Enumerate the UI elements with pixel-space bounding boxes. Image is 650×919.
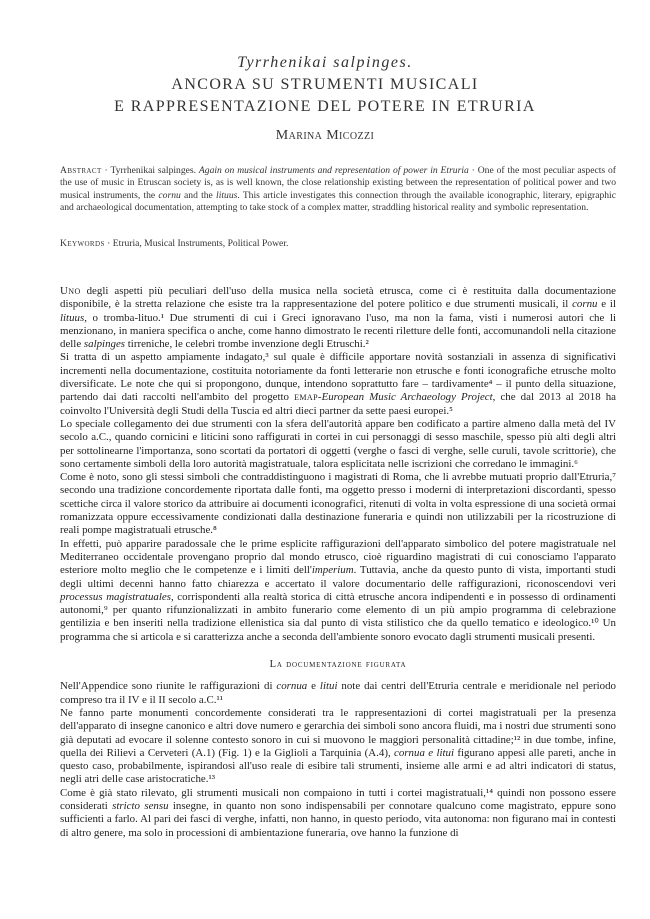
abstract-label: Abstract bbox=[60, 165, 102, 176]
abstract-title-plain: Tyrrhenikai salpinges. bbox=[110, 165, 199, 176]
p5-text-a: In effetti, può apparire paradossale che le prime esplicite raffigurazioni dell'apparato simbolico del potere magistratuale nel Mediterraneo occidentale provengano proprio dal mondo etrusco, cioè riguardino magistrati di cui conosciamo l'apparato esteriore molto meglio che le competenze e i limiti dell' bbox=[60, 537, 616, 577]
paragraph-4: Come è noto, sono gli stessi simboli che contraddistinguono i magistrati di Roma, che li avrebbe mutuati proprio dall'Etruria,⁷ secondo una tradizione concordemente riportata dalle fonti, ma oggetto presso i moderni di interpretazioni discordanti, spesso scettiche circa il valore storico da attribuire ai documenti iconografici, ritenuti di volta in volta espressione di una società ormai romanizzata oppure eccessivamente condizionati dalla destinazione funeraria e quindi non utilizzabili per la ricostruzione di reali pompe magistratuali etrusche.⁸ bbox=[60, 471, 616, 537]
p8-text-b: insegne, in quanto non sono indispensabili per connotare qualcuno come magistrato, eppure sono sufficienti a farlo. Al pari dei fasci di verghe, infatti, non hanno, in questo periodo, vita autonoma: non figurano mai in contesti di altro genere, ma solo in processioni di ambientazione funeraria, ove hanno la funzione di bbox=[60, 799, 616, 839]
p2-project: European Music Archaeology Project bbox=[321, 391, 493, 404]
p1-lituus: lituus bbox=[60, 311, 85, 324]
paragraph-2 bbox=[60, 351, 616, 417]
p2-emap: emap bbox=[294, 391, 318, 404]
p1-text-b: e il bbox=[597, 298, 616, 311]
p1-text-a: degli aspetti più peculiari dell'uso della musica nella società etrusca, come ci è restituita dalla documentazione disponibile, è la stretta relazione che esiste tra la rappresentazione del potere politico e due strumenti musicali, il bbox=[60, 285, 616, 311]
p6-cornua: cornua bbox=[276, 680, 308, 693]
abstract-lituus: lituus bbox=[216, 189, 238, 201]
section-heading: La documentazione figurata bbox=[269, 659, 407, 671]
paragraph-1 bbox=[60, 285, 616, 351]
keywords-text: Etruria, Musical Instruments, Political Power. bbox=[112, 238, 289, 249]
p6-text-b: e bbox=[307, 680, 320, 693]
paragraph-8 bbox=[60, 787, 616, 840]
author-text: Marina Micozzi bbox=[275, 128, 375, 143]
p6-text-c: note dai centri dell'Etruria centrale e meridionale nel periodo compreso tra il IV e il II secolo a.C.¹¹ bbox=[60, 680, 616, 706]
title-line-3: E RAPPRESENTAZIONE DEL POTERE IN ETRURIA bbox=[114, 98, 536, 115]
p5-text-b: . Tuttavia, anche da questo punto di vista, importanti studi degli ultimi decenni hanno fatto chiarezza e accertato il valore documentario delle raffigurazioni, riconoscendovi veri bbox=[60, 564, 616, 590]
title-line-2: ANCORA SU STRUMENTI MUSICALI bbox=[171, 76, 479, 93]
p8-stricto-sensu: stricto sensu bbox=[112, 799, 169, 812]
p7-cornua-litui: cornua e litui bbox=[394, 746, 454, 759]
p1-text-d: tirreniche, le celebri trombe invenzione degli Etruschi.² bbox=[125, 338, 369, 351]
abstract-and: and the bbox=[180, 189, 217, 201]
abstract-text-1: · One of the most peculiar aspects of the use of music in Etruscan society is, as is well known, the close relationship existing between the representation of political power and two musical instruments, the bbox=[60, 165, 616, 201]
drop-word: Uno bbox=[60, 285, 81, 297]
article-title bbox=[40, 52, 610, 118]
p7-text-a: Ne fanno parte monumenti concordemente considerati tra le rappresentazioni di cortei magistratuali per la presenza dell'apparato di insegne canonico e altri dove numero e gerarchia dei simboli sono ancora fluidi, ma i nostri due strumenti sono già deputati ad evocare il solenne contesto sonoro in cui si muovono le maggiori personalità cittadine;¹² in due tombe, infine, quella dei Rilievi a Cerveteri (A.1) (Fig. 1) e la Giglioli a Tarquinia (A.4), bbox=[60, 706, 616, 759]
paragraph-5 bbox=[60, 538, 616, 644]
abstract bbox=[60, 165, 616, 215]
p2-text-c: , che dal 2013 al 2018 ha coinvolto l'Università degli Studi della Tuscia ed altri dieci partner da sette paesi europei.⁵ bbox=[60, 391, 616, 417]
p5-processus: processus magistratuales bbox=[60, 590, 171, 603]
keywords-sep: · bbox=[104, 238, 113, 249]
keywords bbox=[60, 238, 616, 249]
paragraph-3: Lo speciale collegamento dei due strumenti con la sfera dell'autorità appare ben codificato a partire almeno dalla metà del IV secolo a.C., quando cornicini e liticini sono raffigurati in cortei in cui personaggi di sesso maschile, spesso più alti degli altri per sottolinearne l'importanza, sono scortati da portatori di oggetti (verghe o fasci di verghe, selle curuli, tavole scrittorie), che sono certamente simboli della loro autorità magistratuale, talora esplicitata nelle iscrizioni che corredano le immagini.⁶ bbox=[60, 417, 616, 470]
p5-text-c: , corrispondenti alla realtà storica di città etrusche ancora indipendenti e in possesso di ordinamenti autonomi,⁹ per quanto rifunzionalizzati in ambito funerario come elemento di un più ampio programma di celebrazione gentilizia e ben inseriti nella tradizione ellenistica sia dal punto di vista stilistico che da quello tematico e ideologico.¹⁰ Un programma che si articola e si caratterizza anche a seconda dell'ambiente sonoro evocato dagli strumenti musicali presenti. bbox=[60, 590, 616, 643]
p1-salpinges: salpinges bbox=[83, 338, 126, 351]
p7-text-b: figurano appesi alle pareti, anche in questo caso, probabilmente, ispirandosi all'uso reale di esibire tali strumenti, insieme alle armi e ad altri indicatori di status, negli atri delle case aristocratiche.¹³ bbox=[60, 746, 616, 786]
abstract-sep: · bbox=[101, 165, 111, 176]
abstract-cornu: cornu bbox=[158, 189, 181, 201]
p2-text-a: Si tratta di un aspetto ampiamente indagato,³ sul quale è difficile apportare novità sostanziali in assenza di significativi incrementi nella documentazione, costituita notoriamente da fonti letterarie non etrusche e fonti iconografiche etrusche molto diversificate. Le note che qui si propongono, dunque, intendono soprattutto fare – tardivamente⁴ – il punto della situazione, partendo dai dati raccolti nell'ambito del progetto bbox=[60, 351, 616, 404]
abstract-text-2: . This article investigates this connection through the available iconographic, literary, epigraphic and archaeological documentation, attempting to take stock of a complex matter, straddling historical reality and symbolic representation. bbox=[60, 189, 616, 214]
p1-text-c: , o tromba-lituo.¹ Due strumenti di cui i Greci ignoravano l'uso, ma non la fama, visti i numerosi autori che li menzionano, in maniera specifica o anche, come hanno dimostrato le recenti riletture delle fonti, accomunandoli nella citazione delle bbox=[60, 311, 616, 351]
title-line-1: Tyrrhenikai salpinges. bbox=[237, 54, 413, 71]
abstract-title-italic: Again on musical instruments and representation of power in Etruria bbox=[198, 165, 469, 176]
p8-text-a: Come è già stato rilevato, gli strumenti musicali non compaiono in tutti i cortei magistratuali,¹⁴ quindi non possono essere considerati bbox=[60, 786, 616, 812]
p1-cornu: cornu bbox=[572, 298, 598, 311]
p6-litui: litui bbox=[319, 680, 338, 693]
author-name bbox=[40, 128, 610, 144]
paragraph-7 bbox=[60, 707, 616, 787]
p2-dash: - bbox=[317, 391, 322, 404]
article-body bbox=[60, 285, 616, 840]
keywords-label: Keywords bbox=[60, 238, 105, 249]
p6-text-a: Nell'Appendice sono riunite le raffigurazioni di bbox=[60, 680, 277, 693]
p5-imperium: imperium bbox=[311, 564, 354, 577]
paragraph-6 bbox=[60, 680, 616, 707]
